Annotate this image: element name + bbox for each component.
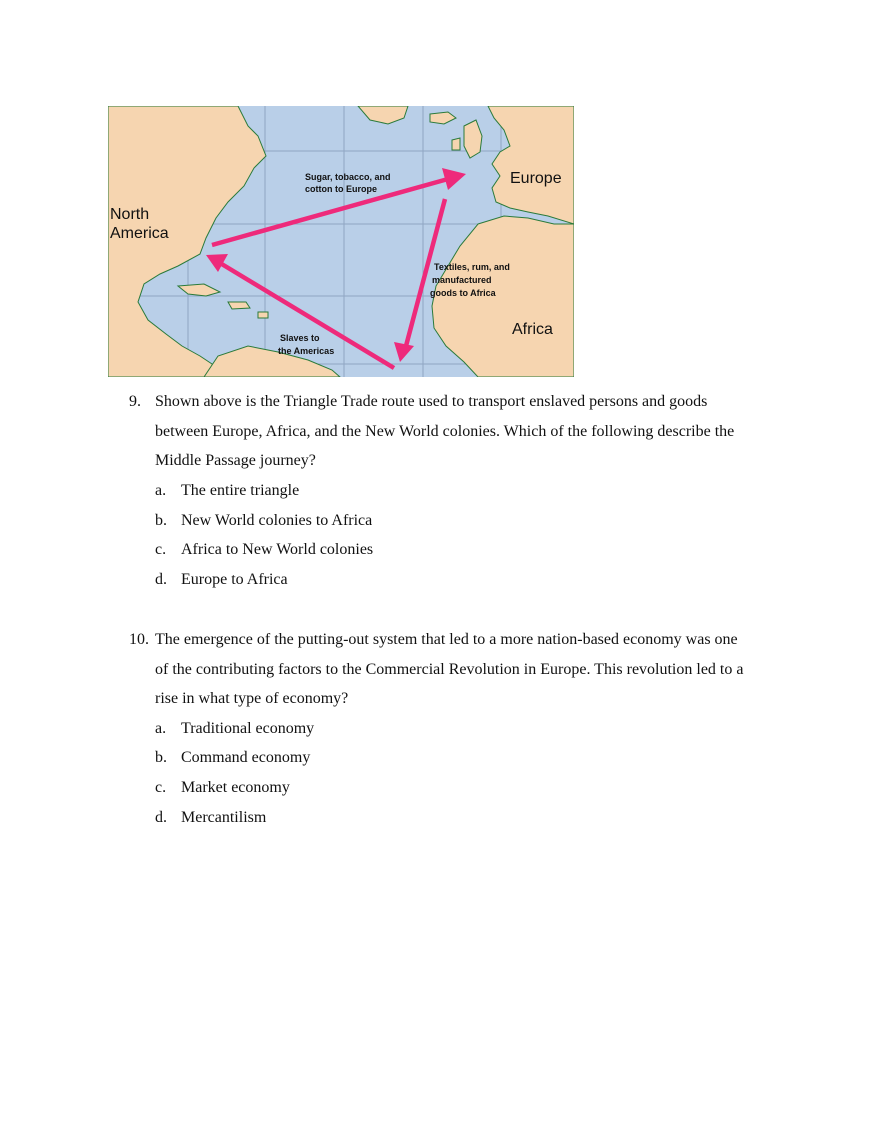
label-europe: Europe	[510, 170, 562, 187]
question-text	[155, 625, 785, 714]
question-number: 10.	[129, 631, 149, 648]
question-line: of the contributing factors to the Commercial Revolution in Europe. This revolution led to a	[155, 660, 744, 678]
route-label-americas-line1: Slaves to	[280, 333, 320, 343]
option-letter: d.	[155, 809, 167, 826]
label-north-america-line2: America	[110, 225, 169, 242]
answer-option-b	[155, 506, 372, 536]
route-label-europe-line2: cotton to Europe	[305, 184, 377, 194]
option-letter: d.	[155, 571, 167, 588]
option-text: The entire triangle	[181, 482, 300, 499]
option-letter: a.	[155, 720, 167, 737]
question-line: rise in what type of economy?	[155, 690, 349, 707]
answer-option-c	[155, 773, 290, 803]
answer-option-a	[155, 476, 299, 506]
triangle-trade-map	[108, 106, 574, 377]
option-letter: c.	[155, 541, 167, 558]
label-africa: Africa	[512, 321, 553, 338]
option-letter: c.	[155, 779, 167, 796]
question-line: between Europe, Africa, and the New World colonies. Which of the following describe the	[155, 422, 735, 440]
option-text: Europe to Africa	[181, 571, 288, 588]
question-line: Shown above is the Triangle Trade route used to transport enslaved persons and goods	[155, 393, 708, 410]
question-line: Middle Passage journey?	[155, 452, 316, 469]
option-letter: b.	[155, 512, 167, 529]
answer-option-c	[155, 535, 373, 565]
route-label-africa-line2: manufactured	[432, 275, 492, 285]
question-line: The emergence of the putting-out system that led to a more nation-based economy was one	[155, 631, 738, 648]
option-letter: b.	[155, 749, 167, 766]
option-text: Mercantilism	[181, 809, 267, 826]
route-label-americas-line2: the Americas	[278, 346, 335, 356]
answer-option-a	[155, 714, 314, 744]
option-text: Command economy	[181, 749, 311, 766]
route-label-europe-line1: Sugar, tobacco, and	[305, 172, 391, 182]
option-text: Market economy	[181, 779, 290, 796]
answer-option-b	[155, 743, 310, 773]
answer-option-d	[155, 565, 288, 595]
question-number: 9.	[129, 393, 141, 410]
option-text: New World colonies to Africa	[181, 512, 373, 529]
answer-option-d	[155, 803, 266, 833]
option-text: Traditional economy	[181, 720, 315, 737]
question-text	[155, 387, 785, 476]
option-letter: a.	[155, 482, 167, 499]
label-north-america-line1: North	[110, 206, 150, 223]
option-text: Africa to New World colonies	[181, 541, 374, 558]
route-label-africa-line1: Textiles, rum, and	[434, 262, 510, 272]
route-label-africa-line3: goods to Africa	[430, 288, 496, 298]
